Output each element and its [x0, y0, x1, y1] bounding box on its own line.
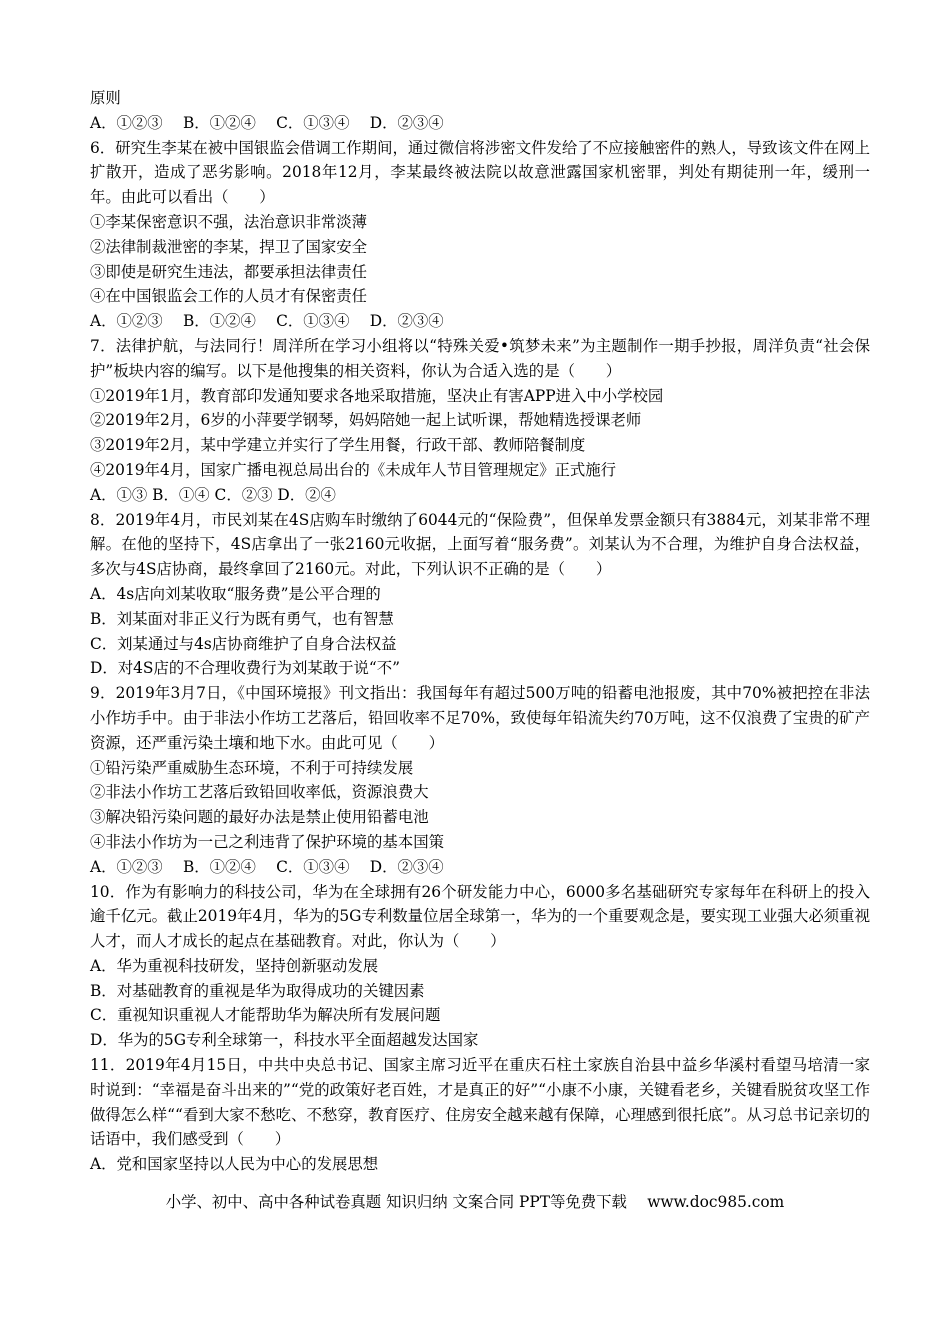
q11-stem: 11．2019年4月15日，中共中央总书记、国家主席习近平在重庆石柱土家族自治县中益乡华溪村看望马培清一家时说到：“幸福是奋斗出来的”“党的政策好老百姓，才是真正的好”“小康不小康，关键看老乡，关键看脱贫攻坚工作做得怎么样““看到大家不愁吃、不愁穿，教育医疗、住房安全越来越有保障，心理感到很托底”。从习总书记亲切的话语中，我们感受到（ ） [90, 1056, 870, 1149]
q10-option-d: D．华为的5G专利全球第一，科技水平全面超越发达国家 [90, 1031, 479, 1050]
q10-option-b: B．对基础教育的重视是华为取得成功的关键因素 [90, 981, 425, 1000]
exam-page [90, 86, 870, 1177]
q7-item-4: ④2019年4月，国家广播电视总局出台的《未成年人节目管理规定》正式施行 [90, 460, 617, 479]
q10-option-a: A．华为重视科技研发，坚持创新驱动发展 [90, 956, 379, 975]
q6-stem: 6．研究生李某在被中国银监会借调工作期间，通过微信将涉密文件发给了不应接触密件的熟人，导致该文件在网上扩散开，造成了恶劣影响。2018年12月，李某最终被法院以故意泄露国家机密罪，判处有期徒刑一年，缓刑一年。由此可以看出（ ） [90, 138, 870, 207]
q8-option-a: A．4s店向刘某收取“服务费”是公平合理的 [90, 584, 381, 603]
q7-item-1: ①2019年1月，教育部印发通知要求各地采取措施，坚决止有害APP进入中小学校园 [90, 386, 664, 405]
q6-item-2: ②法律制裁泄密的李某，捍卫了国家安全 [90, 237, 368, 256]
q8-option-b: B．刘某面对非正义行为既有勇气，也有智慧 [90, 609, 394, 628]
q9-item-4: ④非法小作坊为一己之利违背了保护环境的基本国策 [90, 832, 444, 851]
q5-options: A．①②③ B．①②④ C．①③④ D．②③④ [90, 113, 444, 132]
q6-item-1: ①李某保密意识不强，法治意识非常淡薄 [90, 212, 368, 231]
q11-option-a: A．党和国家坚持以人民为中心的发展思想 [90, 1155, 379, 1174]
q9-item-3: ③解决铅污染问题的最好办法是禁止使用铅蓄电池 [90, 808, 429, 827]
q6-options: A．①②③ B．①②④ C．①③④ D．②③④ [90, 312, 444, 331]
q10-stem: 10．作为有影响力的科技公司，华为在全球拥有26个研发能力中心，6000多名基础研究专家每年在科研上的投入逾千亿元。截止2019年4月，华为的5G专利数量位居全球第一，华为的一个重要观念是，要实现工业强大必须重视人才，而人才成长的起点在基础教育。对此，你认为（ ） [90, 882, 870, 951]
q6-item-3: ③即使是研究生违法，都要承担法律责任 [90, 262, 368, 281]
q10-option-c: C．重视知识重视人才能帮助华为解决所有发展问题 [90, 1006, 441, 1025]
q8-option-d: D．对4S店的不合理收费行为刘某敢于说“不” [90, 659, 401, 678]
q9-item-2: ②非法小作坊工艺落后致铅回收率低，资源浪费大 [90, 783, 429, 802]
q6-item-4: ④在中国银监会工作的人员才有保密责任 [90, 287, 368, 306]
page-footer: 小学、初中、高中各种试卷真题 知识归纳 文案合同 PPT等免费下载 www.doc985.com [165, 1193, 785, 1211]
q7-item-3: ③2019年2月，某中学建立并实行了学生用餐，行政干部、教师陪餐制度 [90, 436, 586, 455]
q7-options: A．①③ B．①④ C．②③ D．②④ [90, 485, 336, 504]
q5-continuation: 原则 [90, 89, 121, 107]
q9-stem: 9．2019年3月7日，《中国环境报》刊文指出：我国每年有超过500万吨的铅蓄电池报废，其中70%被把控在非法小作坊手中。由于非法小作坊工艺落后，铅回收率不足70%，致使每年铅流失约70万吨，这不仅浪费了宝贵的矿产资源，还严重污染土壤和地下水。由此可见（ ） [90, 684, 870, 752]
q8-stem: 8．2019年4月，市民刘某在4S店购车时缴纳了6044元的“保险费”，但保单发票金额只有3884元，刘某非常不理解。在他的坚持下，4S店拿出了一张2160元收据，上面写着“服务费”。刘某认为不合理，为维护自身合法权益，多次与4S店协商，最终拿回了2160元。对此，下列认识不正确的是（ ） [90, 510, 870, 579]
q7-stem: 7．法律护航，与法同行！周洋所在学习小组将以“特殊关爱•筑梦未来”为主题制作一期手抄报，周洋负责“社会保护”板块内容的编写。以下是他搜集的相关资料，你认为合适入选的是（ ） [90, 336, 870, 380]
q7-item-2: ②2019年2月，6岁的小萍要学钢琴，妈妈陪她一起上试听课，帮她精选授课老师 [90, 411, 642, 430]
q9-options: A．①②③ B．①②④ C．①③④ D．②③④ [90, 857, 444, 876]
q9-item-1: ①铅污染严重威胁生态环境，不利于可持续发展 [90, 758, 414, 777]
q8-option-c: C．刘某通过与4s店协商维护了自身合法权益 [90, 634, 397, 653]
